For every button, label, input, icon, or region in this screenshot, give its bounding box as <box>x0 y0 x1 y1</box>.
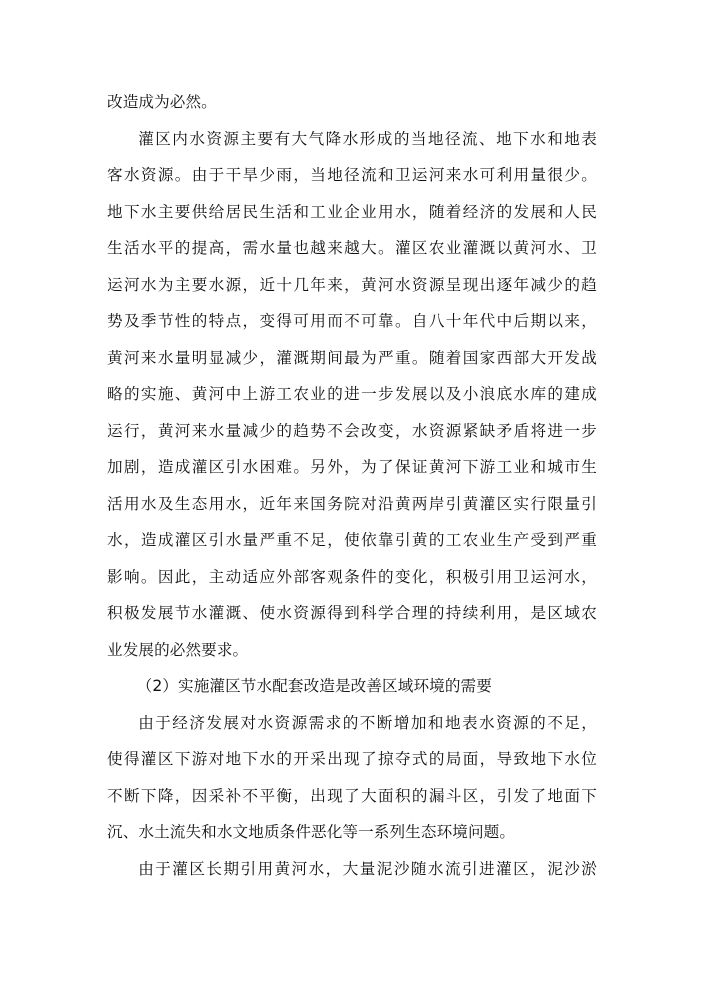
document-body <box>107 84 597 887</box>
paragraph-2-line-3: 地下水主要供给居民生活和工业企业用水，随着经济的发展和人民 <box>107 202 597 221</box>
paragraph-2-line-2: 客水资源。由于干旱少雨，当地径流和卫运河来水可利用量很少。 <box>107 166 597 184</box>
paragraph-3-line-4: 沉、水土流失和水文地质条件恶化等一系列生态环境问题。 <box>107 823 516 841</box>
paragraph-3-line-1: 由于经济发展对水资源需求的不断增加和地表水资源的不足， <box>138 713 597 732</box>
paragraph-1 <box>107 84 597 121</box>
paragraph-2-line-14: 积极发展节水灌溉、使水资源得到科学合理的持续利用，是区域农 <box>107 604 597 622</box>
section-heading-2 <box>107 668 597 705</box>
paragraph-1-line-1: 改造成为必然。 <box>107 93 217 111</box>
paragraph-4 <box>107 851 597 888</box>
paragraph-2-line-10: 加剧，造成灌区引水困难。另外，为了保证黄河下游工业和城市生 <box>107 458 597 476</box>
paragraph-2-line-4: 生活水平的提高，需水量也越来越大。灌区农业灌溉以黄河水、卫 <box>107 239 597 257</box>
paragraph-2-line-5: 运河水为主要水源，近十几年来，黄河水资源呈现出逐年减少的趋 <box>107 275 597 294</box>
paragraph-2-line-15: 业发展的必然要求。 <box>107 640 249 659</box>
paragraph-2-line-13: 影响。因此，主动适应外部客观条件的变化，积极引用卫运河水， <box>107 567 597 586</box>
paragraph-2 <box>107 121 597 669</box>
paragraph-2-line-8: 略的实施、黄河中上游工农业的进一步发展以及小浪底水库的建成 <box>107 385 597 403</box>
paragraph-2-line-9: 运行，黄河来水量减少的趋势不会改变，水资源紧缺矛盾将进一步 <box>107 421 597 440</box>
paragraph-4-line-1: 由于灌区长期引用黄河水，大量泥沙随水流引进灌区，泥沙淤 <box>138 859 597 878</box>
paragraph-2-line-6: 势及季节性的特点，变得可用而不可靠。自八十年代中后期以来， <box>107 312 597 330</box>
paragraph-2-line-11: 活用水及生态用水，近年来国务院对沿黄两岸引黄灌区实行限量引 <box>107 494 597 513</box>
paragraph-2-line-7: 黄河来水量明显减少，灌溉期间最为严重。随着国家西部大开发战 <box>107 348 597 367</box>
paragraph-3-line-3: 不断下降，因采补不平衡，出现了大面积的漏斗区，引发了地面下 <box>107 786 597 805</box>
section-heading-2-text: （2）实施灌区节水配套改造是改善区域环境的需要 <box>136 677 492 695</box>
paragraph-3 <box>107 705 597 851</box>
paragraph-2-line-12: 水，造成灌区引水量严重不足，使依靠引黄的工农业生产受到严重 <box>107 531 597 549</box>
paragraph-3-line-2: 使得灌区下游对地下水的开采出现了掠夺式的局面，导致地下水位 <box>107 750 597 768</box>
paragraph-2-line-1: 灌区内水资源主要有大气降水形成的当地径流、地下水和地表 <box>138 129 597 148</box>
